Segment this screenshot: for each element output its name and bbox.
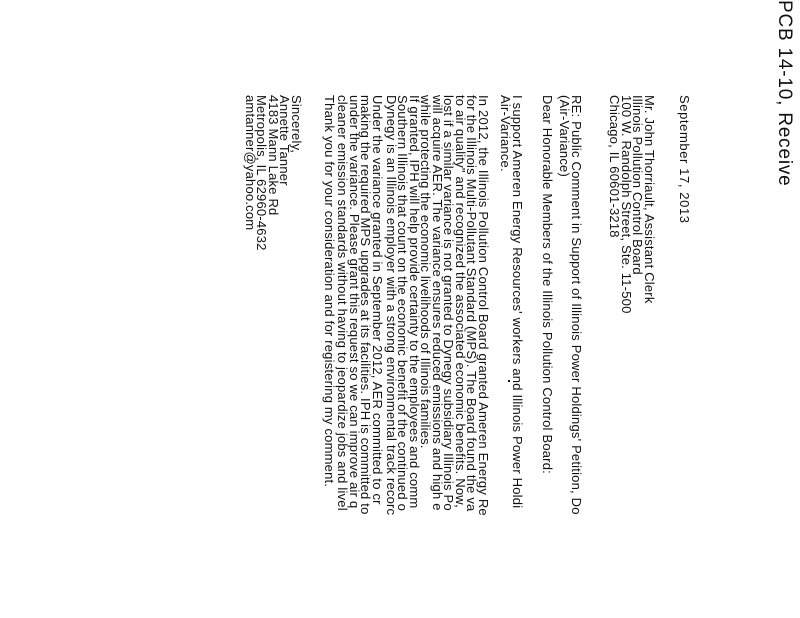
salutation <box>541 95 553 474</box>
signature-line: amtanner@yahoo.com <box>242 95 258 231</box>
scan-speck <box>508 380 510 382</box>
paragraph-thanks <box>323 95 335 487</box>
signature-line: 4183 Mann Lake Rd <box>265 95 281 216</box>
paragraph-line: Thank you for your consideration and for registering my comment. <box>322 95 337 488</box>
letter-date <box>678 95 690 224</box>
paragraph-line: If granted, IPH will help provide certainty to the employees and comm <box>407 95 422 509</box>
paragraph-line: under the variance. Please grant this request so we can improve air q <box>346 95 362 509</box>
paragraph-line: to air quality" and recognized the associated economic benefits. Now, <box>452 95 468 508</box>
paragraph-line: Southern Illinois that count on the economic benefit of the continued o <box>395 95 411 512</box>
subject-text: RE: Public Comment in Support of Illinois Power Holdings' Petition, Do <box>569 95 584 515</box>
address-line: 100 W. Randolph Street, Ste. 11-500 <box>618 95 634 314</box>
paragraph-line: Air-Variance. <box>498 95 514 172</box>
paragraph-history <box>419 95 489 516</box>
paragraph-line: Under the variance granted in September 2012, AER committed to cr <box>370 95 385 505</box>
docket-header: PCB 14-10, Receive <box>774 0 795 187</box>
paragraph-line: lost if a similar variance is not granted to Dynegy subsidiary Illinois Po <box>441 95 457 511</box>
address-line: Chicago, IL 60601-3218 <box>607 95 623 238</box>
date-line: September 17, 2013 <box>677 95 692 224</box>
paragraph-line: Dynegy is an Illinois employer with a strong environmental track recorc <box>383 95 399 516</box>
paragraph-line: will acquire AER. The variance ensures reduced emissions and high e <box>429 95 445 511</box>
signature-line: Metropolis, IL 62960-4632 <box>254 95 270 251</box>
subject-text: (Air-Variance) <box>557 95 573 178</box>
paragraph-line: making the required MPS upgrades at its facilities. IPH is committed to <box>358 95 374 515</box>
signature-block <box>244 95 302 251</box>
subject-line <box>559 95 582 515</box>
paragraph-line: In 2012, the Illinois Pollution Control Board granted Ameren Energy Re <box>476 95 491 516</box>
paragraph-certainty <box>385 95 420 515</box>
address-line: Illinois Pollution Control Board <box>630 95 646 275</box>
paragraph-line: cleaner emission standards without having to jeopardize jobs and livel <box>335 95 351 511</box>
recipient-address <box>609 95 655 314</box>
salutation-text: Dear Honorable Members of the Illinois Pollution Control Board: <box>540 95 555 474</box>
signature-line: Annette Tanner <box>277 95 293 186</box>
paragraph-line: for the Illinois Multi-Pollutant Standard (MPS). The Board found the va <box>464 95 480 512</box>
paragraph-line: while protecting the economic livelihoods of Illinois families. <box>418 95 434 449</box>
signature-line: Sincerely, <box>289 95 304 154</box>
paragraph-commitment <box>337 95 383 515</box>
address-line: Mr. John Thorriault, Assistant Clerk <box>642 95 657 304</box>
paragraph-line: I support Ameren Energy Resources' workers and Illinois Power Holdi <box>510 95 525 509</box>
paragraph-support <box>500 95 523 508</box>
